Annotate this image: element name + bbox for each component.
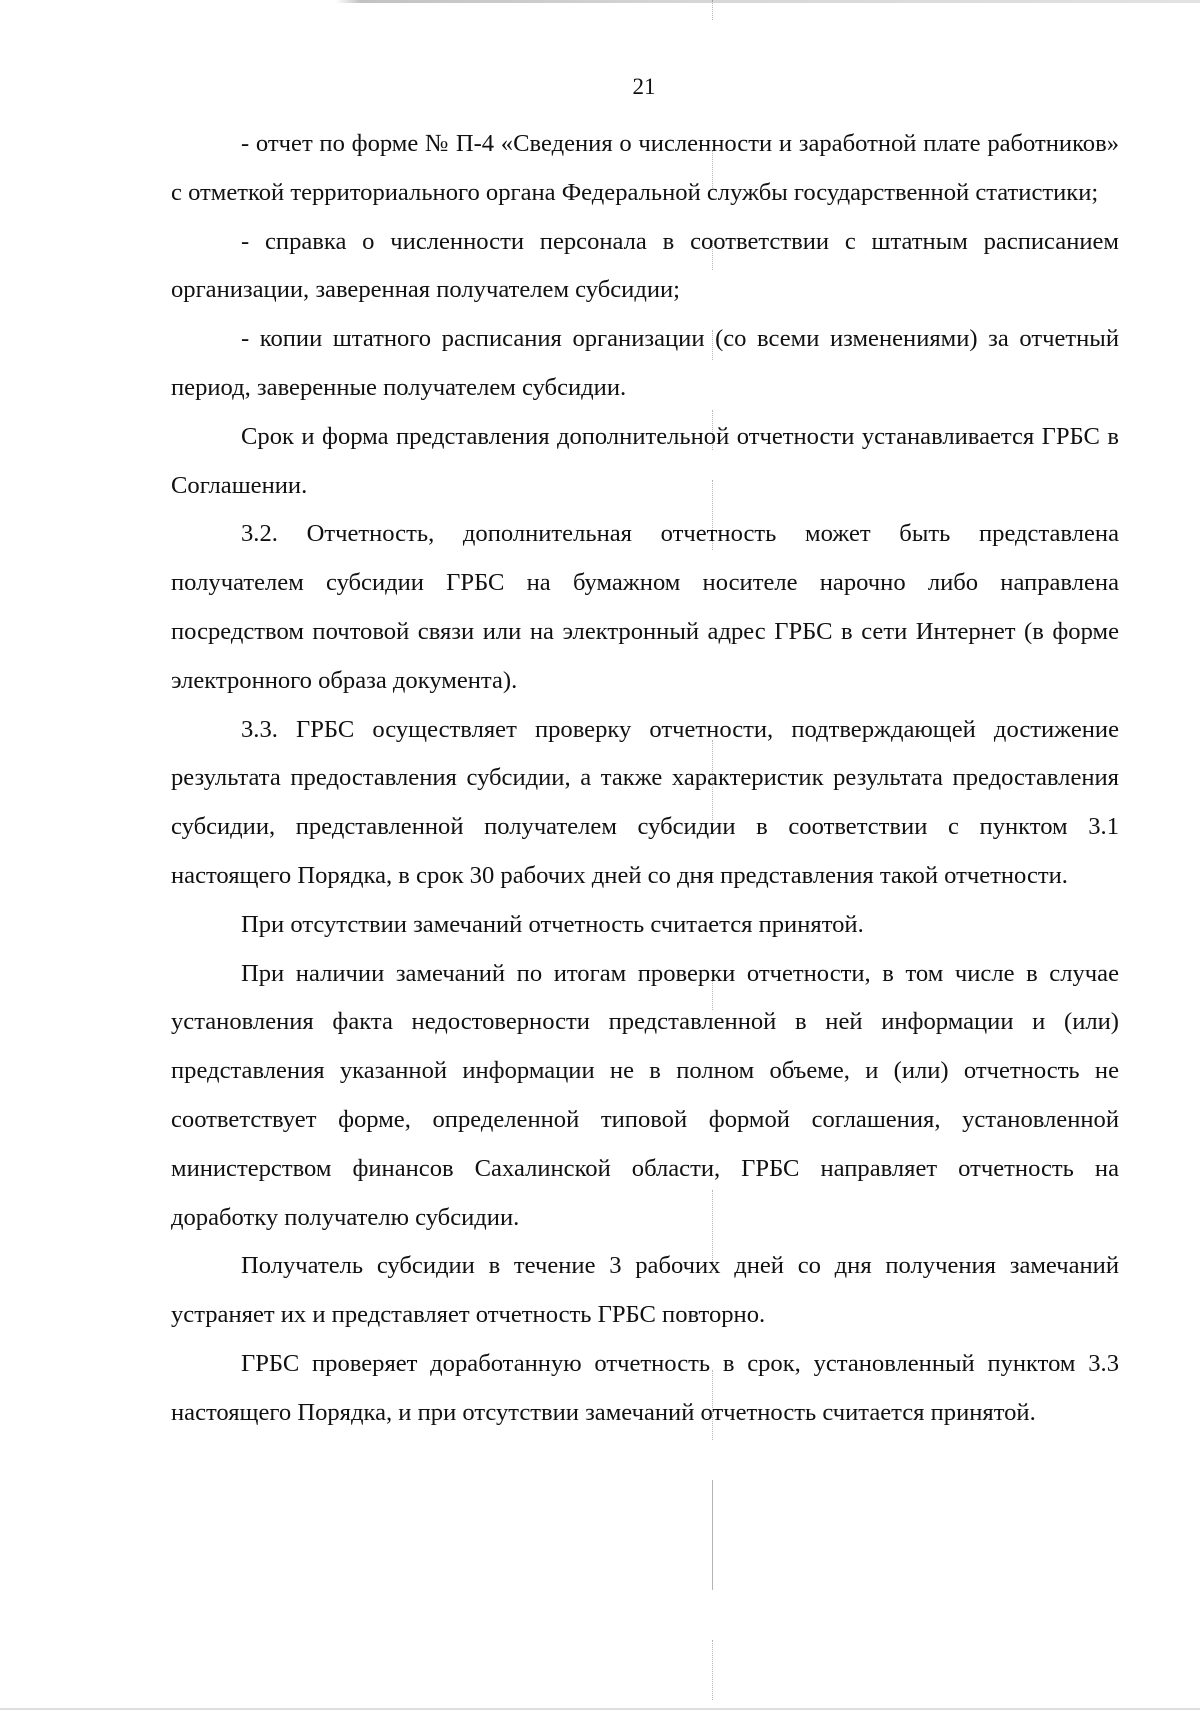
page-number: 21 xyxy=(632,74,656,99)
paragraph-recheck: ГРБС проверяет доработанную отчетность в срок, установленный пунктом 3.3 настоящего Порядка, и при отсутствии замечаний отчетность считается принятой. xyxy=(171,1349,1119,1426)
paragraph-recipient-correction: Получатель субсидии в течение 3 рабочих дней со дня получения замечаний устраняет их и представляет отчетность ГРБС повторно. xyxy=(171,1252,1119,1329)
paragraph-additional-reporting-term: Срок и форма представления дополнительной отчетности устанавливается ГРБС в Соглашении. xyxy=(171,422,1119,499)
paragraph-staff-schedule-copies: - копии штатного расписания организации (со всеми изменениями) за отчетный период, заверенные получателем субсидии. xyxy=(171,325,1119,401)
paragraph-no-remarks: При отсутствии замечаний отчетность считается принятой. xyxy=(241,910,864,938)
paragraph-section-3-3: 3.3. ГРБС осуществляет проверку отчетности, подтверждающей достижение результата предоставления субсидии, а также характеристик результата предоставления субсидии, представленной получателем субсидии в соответствии с пунктом 3.1 настоящего Порядка, в срок 30 рабочих дней со дня представления такой отчетности. xyxy=(171,715,1119,889)
fold-line-mark xyxy=(712,0,713,20)
scan-edge-bottom xyxy=(0,1708,1200,1710)
fold-line-mark xyxy=(712,1640,713,1700)
scan-edge-top xyxy=(0,0,1200,3)
paragraph-section-3-2: 3.2. Отчетность, дополнительная отчетность может быть представлена получателем субсидии ГРБС на бумажном носителе нарочно либо направлена посредством почтовой связи или на электронный адрес ГРБС в сети Интернет (в форме электронного образа документа). xyxy=(171,520,1119,694)
document-body xyxy=(171,120,1119,1438)
paragraph-remarks-revision: При наличии замечаний по итогам проверки отчетности, в том числе в случае установления факта недостоверности представленной в ней информации и (или) представления указанной информации не в полном объеме, и (или) отчетность не соответствует форме, определенной типовой формой соглашения, установленной министерством финансов Сахалинской области, ГРБС направляет отчетность на доработку получателю субсидии. xyxy=(171,959,1119,1231)
paragraph-staff-certificate: - справка о численности персонала в соответствии с штатным расписанием организации, заверенная получателем субсидии; xyxy=(171,227,1119,304)
fold-line-mark xyxy=(712,1480,713,1590)
paragraph-report-form-p4: - отчет по форме № П-4 «Сведения о численности и заработной плате работников» с отметкой территориального органа Федеральной службы государственной статистики; xyxy=(171,130,1119,206)
